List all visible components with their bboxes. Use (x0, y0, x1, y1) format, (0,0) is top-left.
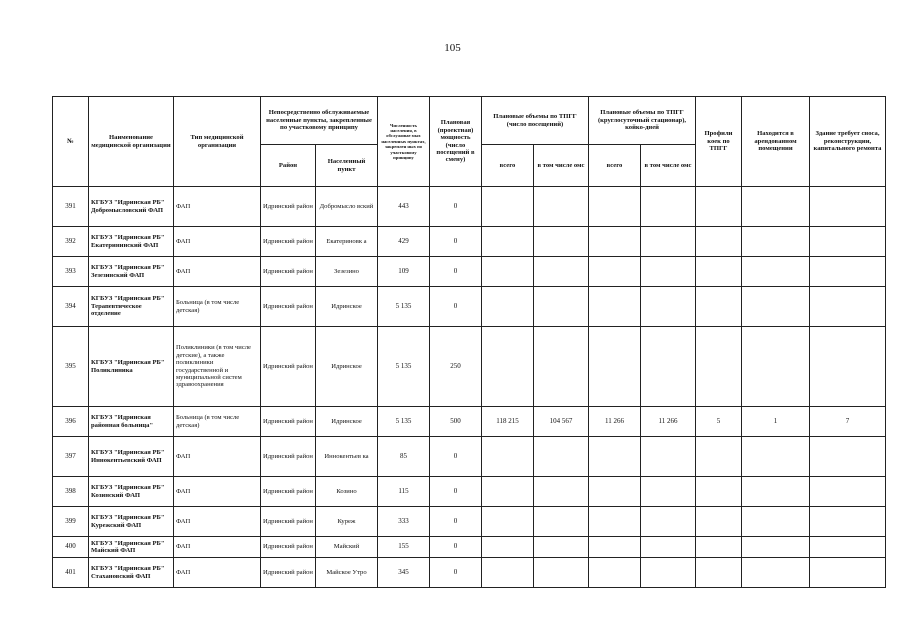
row-type: ФАП (174, 558, 261, 588)
row-visits-total (482, 227, 534, 257)
row-repair (810, 287, 886, 327)
row-beds-oms (641, 257, 696, 287)
row-repair (810, 537, 886, 558)
row-visits-total (482, 507, 534, 537)
row-visits-total (482, 537, 534, 558)
row-profiles (696, 558, 742, 588)
row-type: ФАП (174, 537, 261, 558)
row-type: ФАП (174, 257, 261, 287)
row-district: Идринский район (261, 187, 316, 227)
header-bed-profiles: Профили коек по ТПГГ (696, 97, 742, 187)
row-type: ФАП (174, 437, 261, 477)
row-beds-total (589, 187, 641, 227)
row-district: Идринский район (261, 327, 316, 407)
row-capacity: 0 (430, 507, 482, 537)
row-beds-total (589, 437, 641, 477)
table-row (53, 287, 886, 327)
row-visits-oms (534, 287, 589, 327)
row-visits-total (482, 187, 534, 227)
row-profiles (696, 477, 742, 507)
header-no: № (53, 97, 89, 187)
row-profiles (696, 227, 742, 257)
row-beds-oms: 11 266 (641, 407, 696, 437)
table-row (53, 187, 886, 227)
row-profiles (696, 327, 742, 407)
row-population: 5 135 (378, 327, 430, 407)
row-visits-oms (534, 558, 589, 588)
row-profiles (696, 257, 742, 287)
row-beds-oms (641, 187, 696, 227)
header-repair: Здание требует сноса, реконструкции, капитального ремонта (810, 97, 886, 187)
row-org: КГБУЗ "Идринская РБ" Майский ФАП (89, 537, 174, 558)
row-capacity: 0 (430, 437, 482, 477)
row-visits-oms (534, 327, 589, 407)
row-visits-total (482, 327, 534, 407)
row-beds-oms (641, 327, 696, 407)
table-row (53, 227, 886, 257)
row-rented (742, 287, 810, 327)
header-beds-group: Плановые объемы по ТПГГ (круглосуточный стационар), койко-дней (589, 97, 696, 145)
row-visits-oms (534, 227, 589, 257)
row-district: Идринский район (261, 257, 316, 287)
row-rented (742, 227, 810, 257)
header-rented: Находится в арендованном помещении (742, 97, 810, 187)
row-rented (742, 437, 810, 477)
row-org: КГБУЗ "Идринская РБ" Поликлиника (89, 327, 174, 407)
header-beds-oms: в том числе омс (641, 145, 696, 187)
row-district: Идринский район (261, 407, 316, 437)
row-no: 401 (53, 558, 89, 588)
row-visits-oms (534, 187, 589, 227)
row-population: 5 135 (378, 407, 430, 437)
table-row (53, 437, 886, 477)
row-type: Больница (в том числе детская) (174, 287, 261, 327)
row-type: ФАП (174, 187, 261, 227)
row-type: ФАП (174, 227, 261, 257)
row-beds-total (589, 287, 641, 327)
row-capacity: 0 (430, 227, 482, 257)
row-settlement: Майское Утро (316, 558, 378, 588)
row-visits-oms: 104 567 (534, 407, 589, 437)
row-repair (810, 477, 886, 507)
row-capacity: 0 (430, 558, 482, 588)
row-profiles (696, 507, 742, 537)
row-population: 85 (378, 437, 430, 477)
row-beds-total (589, 227, 641, 257)
row-visits-oms (534, 257, 589, 287)
row-beds-total (589, 327, 641, 407)
row-visits-oms (534, 537, 589, 558)
row-population: 443 (378, 187, 430, 227)
row-settlement: Иннокентьев ка (316, 437, 378, 477)
row-rented (742, 257, 810, 287)
row-org: КГБУЗ "Идринская РБ" Козинский ФАП (89, 477, 174, 507)
row-repair (810, 187, 886, 227)
row-beds-oms (641, 537, 696, 558)
row-rented (742, 187, 810, 227)
row-beds-total (589, 257, 641, 287)
row-visits-total (482, 437, 534, 477)
row-beds-oms (641, 477, 696, 507)
table-row (53, 257, 886, 287)
row-profiles (696, 287, 742, 327)
row-rented: 1 (742, 407, 810, 437)
row-population: 5 135 (378, 287, 430, 327)
row-org: КГБУЗ "Идринская РБ" Терапевтическое отделение (89, 287, 174, 327)
row-capacity: 0 (430, 537, 482, 558)
row-beds-oms (641, 437, 696, 477)
row-capacity: 0 (430, 257, 482, 287)
row-capacity: 0 (430, 187, 482, 227)
row-settlement: Екатериновк а (316, 227, 378, 257)
row-district: Идринский район (261, 507, 316, 537)
header-district: Район (261, 145, 316, 187)
row-capacity: 0 (430, 287, 482, 327)
row-district: Идринский район (261, 558, 316, 588)
facilities-table (52, 96, 886, 588)
row-repair: 7 (810, 407, 886, 437)
row-beds-total (589, 507, 641, 537)
row-settlement: Идринское (316, 407, 378, 437)
row-settlement: Куреж (316, 507, 378, 537)
header-visits-oms: в том числе омс (534, 145, 589, 187)
row-capacity: 500 (430, 407, 482, 437)
row-population: 155 (378, 537, 430, 558)
header-beds-total: всего (589, 145, 641, 187)
row-district: Идринский район (261, 227, 316, 257)
row-no: 398 (53, 477, 89, 507)
row-type: ФАП (174, 477, 261, 507)
row-no: 396 (53, 407, 89, 437)
row-beds-oms (641, 227, 696, 257)
row-org: КГБУЗ "Идринская РБ" Добромысловский ФАП (89, 187, 174, 227)
row-settlement: Идринское (316, 327, 378, 407)
row-no: 394 (53, 287, 89, 327)
row-rented (742, 558, 810, 588)
table-body (53, 187, 886, 588)
row-repair (810, 558, 886, 588)
row-population: 345 (378, 558, 430, 588)
row-visits-total (482, 558, 534, 588)
table-row (53, 507, 886, 537)
row-profiles: 5 (696, 407, 742, 437)
row-no: 399 (53, 507, 89, 537)
table-row (53, 537, 886, 558)
row-rented (742, 507, 810, 537)
row-beds-total (589, 537, 641, 558)
row-repair (810, 507, 886, 537)
row-beds-total: 11 266 (589, 407, 641, 437)
row-visits-total (482, 287, 534, 327)
row-district: Идринский район (261, 437, 316, 477)
row-settlement: Майский (316, 537, 378, 558)
header-capacity: Плановая (проектная) мощность (число посещений в смену) (430, 97, 482, 187)
header-visits-total: всего (482, 145, 534, 187)
row-org: КГБУЗ "Идринская РБ" Зезезинский ФАП (89, 257, 174, 287)
row-population: 333 (378, 507, 430, 537)
row-org: КГБУЗ "Идринская РБ" Курежский ФАП (89, 507, 174, 537)
row-visits-oms (534, 437, 589, 477)
row-settlement: Идринское (316, 287, 378, 327)
row-settlement: Козино (316, 477, 378, 507)
table-header (53, 97, 886, 187)
header-org-type: Тип медицинской организации (174, 97, 261, 187)
row-visits-oms (534, 477, 589, 507)
row-org: КГБУЗ "Идринская РБ" Екатерининский ФАП (89, 227, 174, 257)
row-beds-total (589, 558, 641, 588)
row-beds-oms (641, 287, 696, 327)
row-visits-total (482, 257, 534, 287)
row-org: КГБУЗ "Идринская РБ" Стахановский ФАП (89, 558, 174, 588)
header-served-group: Непосредственно обслуживаемые населенные пункты, закрепленные по участковому принципу (261, 97, 378, 145)
header-settlement: Населенный пункт (316, 145, 378, 187)
row-district: Идринский район (261, 477, 316, 507)
table-row (53, 407, 886, 437)
row-repair (810, 327, 886, 407)
row-profiles (696, 187, 742, 227)
row-settlement: Добромысло вский (316, 187, 378, 227)
row-type: Больница (в том числе детская) (174, 407, 261, 437)
row-visits-total (482, 477, 534, 507)
row-population: 109 (378, 257, 430, 287)
row-repair (810, 257, 886, 287)
row-profiles (696, 537, 742, 558)
row-beds-oms (641, 507, 696, 537)
page-number: 105 (444, 42, 461, 54)
row-capacity: 0 (430, 477, 482, 507)
row-settlement: Зезезино (316, 257, 378, 287)
header-org-name: Наименование медицинской организации (89, 97, 174, 187)
table-row (53, 558, 886, 588)
row-rented (742, 327, 810, 407)
table-row (53, 477, 886, 507)
row-no: 393 (53, 257, 89, 287)
row-visits-total: 118 215 (482, 407, 534, 437)
row-beds-total (589, 477, 641, 507)
row-org: КГБУЗ "Идринская РБ" Иннокентьевский ФАП (89, 437, 174, 477)
row-beds-oms (641, 558, 696, 588)
row-no: 395 (53, 327, 89, 407)
row-capacity: 250 (430, 327, 482, 407)
header-population: Численность населения, в обслуживае мых населенных пунктах, закреплен ных по участковому принципу (378, 97, 430, 187)
row-profiles (696, 437, 742, 477)
row-type: Поликлиники (в том числе детские), а также поликлиники государственной и муниципальной систем здравоохранения (174, 327, 261, 407)
row-district: Идринский район (261, 287, 316, 327)
row-population: 115 (378, 477, 430, 507)
row-org: КГБУЗ "Идринская районная больница" (89, 407, 174, 437)
row-no: 400 (53, 537, 89, 558)
row-rented (742, 537, 810, 558)
row-district: Идринский район (261, 537, 316, 558)
row-visits-oms (534, 507, 589, 537)
row-population: 429 (378, 227, 430, 257)
row-rented (742, 477, 810, 507)
row-type: ФАП (174, 507, 261, 537)
row-no: 391 (53, 187, 89, 227)
row-no: 397 (53, 437, 89, 477)
header-visits-group: Плановые объемы по ТПГГ (число посещений) (482, 97, 589, 145)
table-row (53, 327, 886, 407)
row-repair (810, 437, 886, 477)
row-repair (810, 227, 886, 257)
row-no: 392 (53, 227, 89, 257)
